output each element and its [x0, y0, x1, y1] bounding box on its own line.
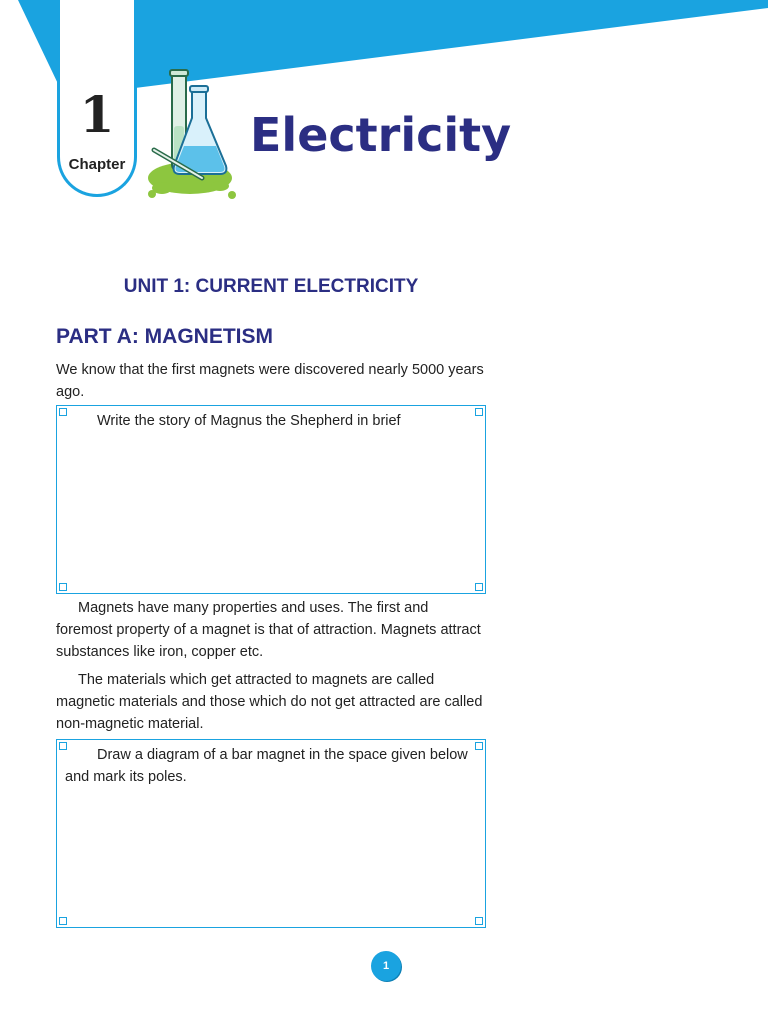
- activity-box-diagram: [56, 739, 486, 928]
- box-corner: [59, 408, 67, 416]
- page-number: 1: [371, 951, 401, 981]
- box-corner: [475, 583, 483, 591]
- chapter-title: Electricity: [250, 108, 512, 162]
- box-corner: [475, 917, 483, 925]
- chapter-tab: [57, 0, 137, 197]
- activity-prompt-story: Write the story of Magnus the Shepherd in brief: [97, 413, 401, 429]
- box-corner: [59, 583, 67, 591]
- chapter-number: 1: [79, 85, 115, 144]
- box-corner: [59, 917, 67, 925]
- activity-prompt-diagram: Draw a diagram of a bar magnet in the space given below and mark its poles.: [65, 747, 468, 785]
- properties-paragraph: Magnets have many properties and uses. The first and foremost property of a magnet is that of attraction. Magnets attract substances like iron, copper etc.: [56, 600, 481, 660]
- chapter-label: Chapter: [68, 156, 126, 173]
- part-heading: PART A: MAGNETISM: [56, 325, 273, 348]
- lab-flask-icon: [140, 66, 240, 202]
- unit-heading: UNIT 1: CURRENT ELECTRICITY: [123, 276, 419, 297]
- activity-box-story: [56, 405, 486, 594]
- materials-paragraph: The materials which get attracted to magnets are called magnetic materials and those which do not get attracted are called non-magnetic material.: [56, 672, 483, 732]
- intro-paragraph: We know that the first magnets were discovered nearly 5000 years ago.: [56, 362, 484, 400]
